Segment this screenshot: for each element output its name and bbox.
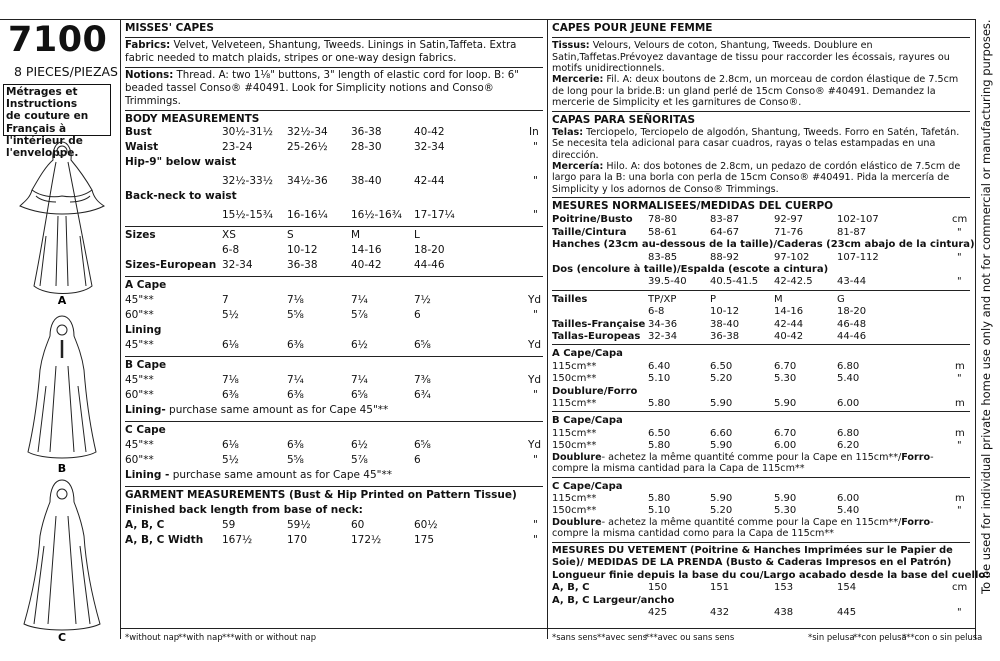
merceria-paragraph: Mercería: Hilo. A: dos botones de 2.8cm, un pedazo de cordón elástico de 7.5cm de largo para la B: una borla con perla de 15cm Conso® #40491. Pida la mercería de Simplicity y los adornos de Conso® Trimmings. xyxy=(552,161,961,195)
mercerie-paragraph: Mercerie: Fil. A: deux boutons de 2.8cm, un morceau de cordon élastique de 7.5cm de long pour la bride.B: un gland perlé de 15cm Conso® #40491. Demandez la mercerie de Simplicity et les garnitures de Conso®. xyxy=(552,74,959,109)
waist-row: Waist 23-24 25-26½ 28-30 32-34 " xyxy=(125,141,538,154)
figure-label-b: B xyxy=(57,462,67,475)
divider xyxy=(125,67,543,68)
footer-rule xyxy=(120,628,975,629)
divider xyxy=(552,37,970,38)
footnote-avec-sens: **avec sens xyxy=(597,632,648,642)
footnote-avec-ou-sans-sens: ***avec ou sans sens xyxy=(645,632,735,642)
tailles-row: Tailles TP/XP P M G xyxy=(552,293,845,305)
pattern-number: 7100 xyxy=(8,20,108,60)
cape-c-illustration xyxy=(24,480,100,630)
sizes-row-2: 6-8 10-12 14-16 18-20 xyxy=(222,244,445,257)
poitrine-row: Poitrine/Busto 78-80 83-87 92-97 102-107 cm xyxy=(552,214,968,226)
a-cape-heading: A Cape xyxy=(125,279,167,292)
footnote-sans-sens: *sans sens xyxy=(552,632,598,642)
footnote-without-nap: *without nap xyxy=(125,632,180,642)
pieces-count: 8 PIECES/PIEZAS xyxy=(14,64,118,79)
c-lining-row: Lining - purchase same amount as for Cape 45"** xyxy=(125,469,392,482)
divider xyxy=(125,37,543,38)
cape-a-illustration xyxy=(20,142,104,294)
hip-label: Hip-9" below waist xyxy=(125,156,237,169)
body-measurements-title: BODY MEASUREMENTS xyxy=(125,113,260,126)
c-cape-heading: C Cape xyxy=(125,424,166,437)
abc-length-row: A, B, C 59 59½ 60 60½ " xyxy=(125,519,538,532)
divider xyxy=(552,111,970,112)
c-capa-heading: C Cape/Capa xyxy=(552,480,623,492)
fabrics-paragraph xyxy=(125,40,543,65)
divider xyxy=(125,226,543,227)
footnote-con-pelusa: **con pelusa xyxy=(853,632,907,642)
vetement-title: MESURES DU VETEMENT (Poitrine & Hanches Imprimées sur le Papier de Soie)/ MEDIDAS DE LA PRENDA (Busto & Caderas Impresos en el Patrón) xyxy=(552,545,953,569)
hanches-row: 83-85 88-92 97-102 107-112 " xyxy=(648,251,962,263)
b-doublure-note: Doublure- achetez la même quantité comme pour la Cape en 115cm**/Forro- compre la misma cantidad para la Capa de 115cm** xyxy=(552,451,934,475)
tallas-europeas-row: Tallas-Europeas 32-34 36-38 40-42 44-46 xyxy=(552,331,867,342)
dos-label: Dos (encolure à taille)/Espalda (escote a cintura) xyxy=(552,264,829,276)
private-use-disclaimer: To be used for individual private home use only and not for commercial or manufacturing purposes. xyxy=(979,19,993,594)
right-divider xyxy=(975,19,976,639)
figure-label-a: A xyxy=(57,294,67,307)
b-cape-heading: B Cape xyxy=(125,359,167,372)
bust-row: Bust 30½-31½ 32½-34 36-38 40-42 In xyxy=(125,126,539,139)
cape-b-illustration xyxy=(28,316,96,458)
center-divider xyxy=(547,19,548,639)
fabrics-label: Fabrics: xyxy=(125,40,171,52)
divider xyxy=(125,356,543,357)
footnote-with-nap: **with nap xyxy=(178,632,223,642)
b-capa-115-row: 115cm** 6.50 6.60 6.70 6.80 m xyxy=(552,427,965,439)
footnote-with-or-without-nap: ***with or without nap xyxy=(222,632,317,642)
divider xyxy=(552,344,970,345)
a-capa-heading: A Cape/Capa xyxy=(552,348,623,360)
english-title: MISSES' CAPES xyxy=(125,22,214,34)
a-lining-45-row: 45"** 6⅛ 6⅜ 6½ 6⅝ Yd xyxy=(125,339,542,352)
a-capa-115-row: 115cm** 6.40 6.50 6.70 6.80 m xyxy=(552,360,965,372)
telas-paragraph: Telas: Terciopelo, Terciopelo de algodón, Shantung, Tweeds. Forro en Satén, Tafetán. Se necesita tela adicional para casar cuadros, rayas o telas estampadas en una dirección. xyxy=(552,126,960,161)
b-lining-row: Lining- purchase same amount as for Cape 45"** xyxy=(125,404,389,417)
divider xyxy=(552,411,970,412)
fabrics-text: Velvet, Velveteen, Shantung, Tweeds. Linings in Satin,Taffeta. Extra fabric needed to match plaids, stripes or one-way design fabrics. xyxy=(125,40,517,64)
b-capa-heading: B Cape/Capa xyxy=(552,415,623,427)
a-cape-45-row: 45"** 7 7⅛ 7¼ 7½ Yd xyxy=(125,294,542,307)
sizes-row: Sizes XS S M L xyxy=(125,229,420,242)
a-capa-150-row: 150cm** 5.10 5.20 5.30 5.40 " xyxy=(552,373,962,385)
divider xyxy=(552,197,970,198)
divider xyxy=(125,486,543,487)
c-capa-115-row: 115cm** 5.80 5.90 5.90 6.00 m xyxy=(552,493,965,505)
sizes-european-row: Sizes-European 32-34 36-38 40-42 44-46 xyxy=(125,259,445,272)
taille-row: Taille/Cintura 58-61 64-67 71-76 81-87 " xyxy=(552,226,962,238)
a-cape-60-row: 60"** 5½ 5⅝ 5⅞ 6 " xyxy=(125,309,538,322)
garment-measurements-title: GARMENT MEASUREMENTS (Bust & Hip Printed on Pattern Tissue) xyxy=(125,489,517,502)
cape-illustrations xyxy=(0,136,120,656)
top-rule xyxy=(0,19,975,20)
c-capa-150-row: 150cm** 5.10 5.20 5.30 5.40 " xyxy=(552,505,962,517)
hanches-label: Hanches (23cm au-dessous de la taille)/Caderas (23cm abajo de la cintura) xyxy=(552,239,975,251)
c-cape-60-row: 60"** 5½ 5⅝ 5⅞ 6 " xyxy=(125,454,538,467)
doublure-115-row: 115cm** 5.80 5.90 5.90 6.00 m xyxy=(552,397,965,409)
figure-label-c: C xyxy=(57,631,67,644)
back-label: Back-neck to waist xyxy=(125,190,237,203)
french-title: CAPES POUR JEUNE FEMME xyxy=(552,22,713,34)
tailles-row-2: 6-8 10-12 14-16 18-20 xyxy=(648,306,867,318)
hip-row: 32½-33½ 34½-36 38-40 42-44 " xyxy=(222,175,538,188)
divider xyxy=(552,542,970,543)
divider xyxy=(552,477,970,478)
english-panel xyxy=(125,22,543,549)
spanish-title: CAPAS PARA SEÑORITAS xyxy=(552,113,696,126)
footnote-sin-pelusa: *sin pelusa xyxy=(808,632,855,642)
divider xyxy=(125,110,543,111)
tailles-francaise-row: Tailles-Française 34-36 38-40 42-44 46-48 xyxy=(552,318,867,330)
dos-row: 39.5-40 40.5-41.5 42-42.5 43-44 " xyxy=(648,276,962,288)
abc-largeur-row: 425 432 438 445 " xyxy=(648,607,962,619)
abc-largeur-label: A, B, C Largeur/ancho xyxy=(552,594,675,606)
footnote-con-o-sin-pelusa: ***con o sin pelusa xyxy=(902,632,983,642)
c-cape-45-row: 45"** 6⅛ 6⅜ 6½ 6⅝ Yd xyxy=(125,439,542,452)
mesures-title: MESURES NORMALISEES/MEDIDAS DEL CUERPO xyxy=(552,200,834,213)
longueur-label: Longueur finie depuis la base du cou/Largo acabado desde la base del cuello: xyxy=(552,570,990,582)
divider xyxy=(125,276,543,277)
finished-length-label: Finished back length from base of neck: xyxy=(125,504,363,517)
french-instructions-note: Métrages et Instructions de couture en Français à l'intérieur de l'enveloppe. xyxy=(3,84,111,136)
tissus-paragraph: Tissus: Velours, Velours de coton, Shantung, Tweeds. Doublure en Satin,Taffetas.Prévoyez davantage de tissu pour raccorder les écossais, rayures ou motifs unidirectionnels. xyxy=(552,40,950,75)
divider xyxy=(125,421,543,422)
left-column-divider xyxy=(120,19,121,639)
doublure-heading: Doublure/Forro xyxy=(552,385,638,397)
notions-text: Thread. A: two 1⅛" buttons, 3" length of elastic cord for loop. B: 6" beaded tassel Conso® #40491. Look for Simplicity notions and Conso® Trimmings. xyxy=(125,70,519,107)
notions-label: Notions: xyxy=(125,70,174,82)
abc-longueur-row: A, B, C 150 151 153 154 cm xyxy=(552,582,968,594)
back-row: 15½-15¾ 16-16¼ 16½-16¾ 17-17¼ " xyxy=(222,209,538,222)
notions-paragraph xyxy=(125,70,543,108)
divider xyxy=(552,290,970,291)
c-doublure-note: Doublure- achetez la même quantité comme pour la Cape en 115cm**/Forro- compre la misma cantidad como para la Capa de 115cm** xyxy=(552,516,934,540)
b-capa-150-row: 150cm** 5.80 5.90 6.00 6.20 " xyxy=(552,440,962,452)
abc-width-row: A, B, C Width 167½ 170 172½ 175 " xyxy=(125,534,538,547)
a-lining-heading: Lining xyxy=(125,324,162,337)
b-cape-60-row: 60"** 6⅜ 6⅜ 6⅝ 6¾ " xyxy=(125,389,538,402)
b-cape-45-row: 45"** 7⅛ 7¼ 7¼ 7⅜ Yd xyxy=(125,374,542,387)
